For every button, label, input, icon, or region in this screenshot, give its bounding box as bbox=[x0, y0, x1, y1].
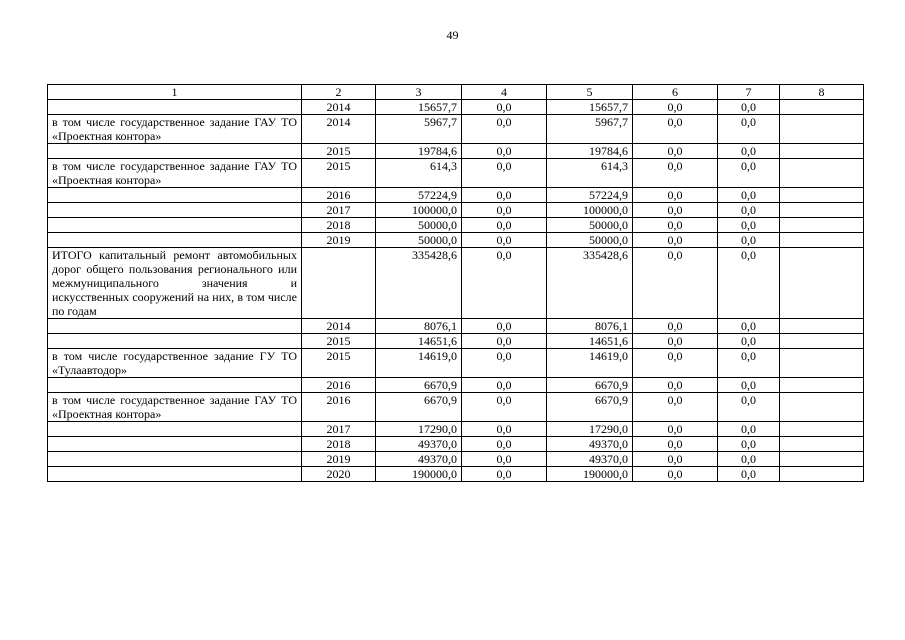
cell-col-8 bbox=[780, 159, 864, 188]
row-description bbox=[48, 319, 302, 334]
cell-col-6: 0,0 bbox=[633, 100, 718, 115]
cell-col-4: 0,0 bbox=[462, 422, 547, 437]
cell-col-6: 0,0 bbox=[633, 437, 718, 452]
cell-col-4: 0,0 bbox=[462, 100, 547, 115]
cell-col-5: 57224,9 bbox=[547, 188, 633, 203]
cell-col-4: 0,0 bbox=[462, 159, 547, 188]
cell-col-7: 0,0 bbox=[718, 115, 780, 144]
cell-col-8 bbox=[780, 319, 864, 334]
cell-col-7: 0,0 bbox=[718, 100, 780, 115]
row-description: в том числе государственное задание ГАУ ТО «Проектная контора» bbox=[48, 159, 302, 188]
cell-col-3: 335428,6 bbox=[376, 248, 462, 319]
cell-col-7: 0,0 bbox=[718, 319, 780, 334]
table-row bbox=[48, 218, 864, 233]
cell-col-5: 49370,0 bbox=[547, 437, 633, 452]
table-row bbox=[48, 159, 864, 188]
cell-col-8 bbox=[780, 334, 864, 349]
cell-col-5: 614,3 bbox=[547, 159, 633, 188]
cell-col-6: 0,0 bbox=[633, 349, 718, 378]
column-header: 7 bbox=[718, 85, 780, 100]
cell-col-3: 8076,1 bbox=[376, 319, 462, 334]
table-row bbox=[48, 144, 864, 159]
column-header: 3 bbox=[376, 85, 462, 100]
cell-col-6: 0,0 bbox=[633, 319, 718, 334]
cell-col-3: 14651,6 bbox=[376, 334, 462, 349]
row-year: 2019 bbox=[302, 452, 376, 467]
cell-col-5: 19784,6 bbox=[547, 144, 633, 159]
table-row bbox=[48, 437, 864, 452]
cell-col-4: 0,0 bbox=[462, 349, 547, 378]
cell-col-7: 0,0 bbox=[718, 452, 780, 467]
cell-col-3: 100000,0 bbox=[376, 203, 462, 218]
cell-col-4: 0,0 bbox=[462, 378, 547, 393]
cell-col-8 bbox=[780, 188, 864, 203]
row-year: 2016 bbox=[302, 378, 376, 393]
cell-col-7: 0,0 bbox=[718, 467, 780, 482]
table-row bbox=[48, 334, 864, 349]
cell-col-4: 0,0 bbox=[462, 218, 547, 233]
cell-col-6: 0,0 bbox=[633, 144, 718, 159]
row-year: 2017 bbox=[302, 203, 376, 218]
table-row bbox=[48, 203, 864, 218]
cell-col-6: 0,0 bbox=[633, 248, 718, 319]
row-description bbox=[48, 437, 302, 452]
column-header: 8 bbox=[780, 85, 864, 100]
cell-col-4: 0,0 bbox=[462, 393, 547, 422]
cell-col-4: 0,0 bbox=[462, 319, 547, 334]
cell-col-6: 0,0 bbox=[633, 159, 718, 188]
row-year: 2020 bbox=[302, 467, 376, 482]
table-row bbox=[48, 378, 864, 393]
cell-col-4: 0,0 bbox=[462, 248, 547, 319]
cell-col-4: 0,0 bbox=[462, 188, 547, 203]
cell-col-8 bbox=[780, 144, 864, 159]
cell-col-5: 50000,0 bbox=[547, 218, 633, 233]
cell-col-7: 0,0 bbox=[718, 437, 780, 452]
cell-col-5: 49370,0 bbox=[547, 452, 633, 467]
cell-col-7: 0,0 bbox=[718, 393, 780, 422]
cell-col-7: 0,0 bbox=[718, 334, 780, 349]
cell-col-3: 50000,0 bbox=[376, 233, 462, 248]
cell-col-5: 14651,6 bbox=[547, 334, 633, 349]
cell-col-5: 14619,0 bbox=[547, 349, 633, 378]
row-year: 2019 bbox=[302, 233, 376, 248]
table-row bbox=[48, 115, 864, 144]
table-row bbox=[48, 233, 864, 248]
table-row bbox=[48, 248, 864, 319]
cell-col-3: 19784,6 bbox=[376, 144, 462, 159]
cell-col-8 bbox=[780, 378, 864, 393]
row-description bbox=[48, 203, 302, 218]
cell-col-7: 0,0 bbox=[718, 218, 780, 233]
row-description bbox=[48, 233, 302, 248]
table-row bbox=[48, 349, 864, 378]
cell-col-7: 0,0 bbox=[718, 159, 780, 188]
row-description bbox=[48, 467, 302, 482]
cell-col-8 bbox=[780, 233, 864, 248]
cell-col-8 bbox=[780, 467, 864, 482]
table-row bbox=[48, 467, 864, 482]
row-description bbox=[48, 144, 302, 159]
cell-col-8 bbox=[780, 393, 864, 422]
cell-col-5: 100000,0 bbox=[547, 203, 633, 218]
cell-col-7: 0,0 bbox=[718, 144, 780, 159]
cell-col-3: 190000,0 bbox=[376, 467, 462, 482]
cell-col-6: 0,0 bbox=[633, 422, 718, 437]
cell-col-3: 50000,0 bbox=[376, 218, 462, 233]
cell-col-3: 49370,0 bbox=[376, 452, 462, 467]
column-header: 4 bbox=[462, 85, 547, 100]
row-description: в том числе государственное задание ГАУ ТО «Проектная контора» bbox=[48, 393, 302, 422]
cell-col-6: 0,0 bbox=[633, 393, 718, 422]
cell-col-5: 6670,9 bbox=[547, 393, 633, 422]
row-description bbox=[48, 378, 302, 393]
row-description bbox=[48, 452, 302, 467]
row-year: 2014 bbox=[302, 115, 376, 144]
cell-col-5: 17290,0 bbox=[547, 422, 633, 437]
row-year: 2017 bbox=[302, 422, 376, 437]
cell-col-4: 0,0 bbox=[462, 115, 547, 144]
cell-col-5: 190000,0 bbox=[547, 467, 633, 482]
cell-col-8 bbox=[780, 248, 864, 319]
cell-col-3: 614,3 bbox=[376, 159, 462, 188]
row-description bbox=[48, 422, 302, 437]
table-row bbox=[48, 393, 864, 422]
cell-col-3: 17290,0 bbox=[376, 422, 462, 437]
cell-col-8 bbox=[780, 100, 864, 115]
page-number: 49 bbox=[446, 28, 459, 42]
cell-col-8 bbox=[780, 203, 864, 218]
cell-col-5: 8076,1 bbox=[547, 319, 633, 334]
cell-col-4: 0,0 bbox=[462, 437, 547, 452]
cell-col-7: 0,0 bbox=[718, 378, 780, 393]
cell-col-4: 0,0 bbox=[462, 334, 547, 349]
row-description bbox=[48, 100, 302, 115]
row-year: 2014 bbox=[302, 319, 376, 334]
budget-table bbox=[47, 84, 864, 482]
cell-col-8 bbox=[780, 218, 864, 233]
cell-col-4: 0,0 bbox=[462, 233, 547, 248]
cell-col-3: 5967,7 bbox=[376, 115, 462, 144]
cell-col-6: 0,0 bbox=[633, 188, 718, 203]
cell-col-6: 0,0 bbox=[633, 334, 718, 349]
cell-col-4: 0,0 bbox=[462, 144, 547, 159]
cell-col-3: 14619,0 bbox=[376, 349, 462, 378]
table-row bbox=[48, 422, 864, 437]
row-year: 2015 bbox=[302, 334, 376, 349]
cell-col-7: 0,0 bbox=[718, 349, 780, 378]
cell-col-7: 0,0 bbox=[718, 422, 780, 437]
cell-col-6: 0,0 bbox=[633, 115, 718, 144]
cell-col-8 bbox=[780, 349, 864, 378]
column-header: 6 bbox=[633, 85, 718, 100]
cell-col-6: 0,0 bbox=[633, 467, 718, 482]
row-year: 2016 bbox=[302, 188, 376, 203]
cell-col-4: 0,0 bbox=[462, 203, 547, 218]
row-year: 2014 bbox=[302, 100, 376, 115]
cell-col-8 bbox=[780, 115, 864, 144]
header-row bbox=[48, 85, 864, 100]
cell-col-7: 0,0 bbox=[718, 188, 780, 203]
row-description bbox=[48, 218, 302, 233]
table-row bbox=[48, 452, 864, 467]
cell-col-3: 57224,9 bbox=[376, 188, 462, 203]
cell-col-3: 15657,7 bbox=[376, 100, 462, 115]
row-description bbox=[48, 334, 302, 349]
table-row bbox=[48, 188, 864, 203]
cell-col-7: 0,0 bbox=[718, 203, 780, 218]
table-row bbox=[48, 319, 864, 334]
row-year: 2015 bbox=[302, 144, 376, 159]
cell-col-4: 0,0 bbox=[462, 467, 547, 482]
cell-col-6: 0,0 bbox=[633, 203, 718, 218]
cell-col-8 bbox=[780, 437, 864, 452]
cell-col-5: 50000,0 bbox=[547, 233, 633, 248]
column-header: 5 bbox=[547, 85, 633, 100]
cell-col-5: 6670,9 bbox=[547, 378, 633, 393]
cell-col-5: 5967,7 bbox=[547, 115, 633, 144]
column-header: 2 bbox=[302, 85, 376, 100]
cell-col-6: 0,0 bbox=[633, 452, 718, 467]
row-year: 2015 bbox=[302, 159, 376, 188]
cell-col-7: 0,0 bbox=[718, 233, 780, 248]
row-description bbox=[48, 188, 302, 203]
row-description: ИТОГО капитальный ремонт автомобильных дорог общего пользования регионального или межмуниципального значения и искусственных сооружений на них, в том числе по годам bbox=[48, 248, 302, 319]
cell-col-5: 335428,6 bbox=[547, 248, 633, 319]
cell-col-7: 0,0 bbox=[718, 248, 780, 319]
cell-col-6: 0,0 bbox=[633, 218, 718, 233]
row-year: 2018 bbox=[302, 218, 376, 233]
cell-col-8 bbox=[780, 452, 864, 467]
table-row bbox=[48, 100, 864, 115]
cell-col-6: 0,0 bbox=[633, 233, 718, 248]
row-year: 2016 bbox=[302, 393, 376, 422]
row-description: в том числе государственное задание ГУ ТО «Тулаавтодор» bbox=[48, 349, 302, 378]
cell-col-4: 0,0 bbox=[462, 452, 547, 467]
row-year: 2018 bbox=[302, 437, 376, 452]
cell-col-5: 15657,7 bbox=[547, 100, 633, 115]
row-description: в том числе государственное задание ГАУ ТО «Проектная контора» bbox=[48, 115, 302, 144]
row-year: 2015 bbox=[302, 349, 376, 378]
cell-col-3: 6670,9 bbox=[376, 378, 462, 393]
cell-col-3: 49370,0 bbox=[376, 437, 462, 452]
column-header: 1 bbox=[48, 85, 302, 100]
row-year bbox=[302, 248, 376, 319]
cell-col-3: 6670,9 bbox=[376, 393, 462, 422]
cell-col-8 bbox=[780, 422, 864, 437]
cell-col-6: 0,0 bbox=[633, 378, 718, 393]
